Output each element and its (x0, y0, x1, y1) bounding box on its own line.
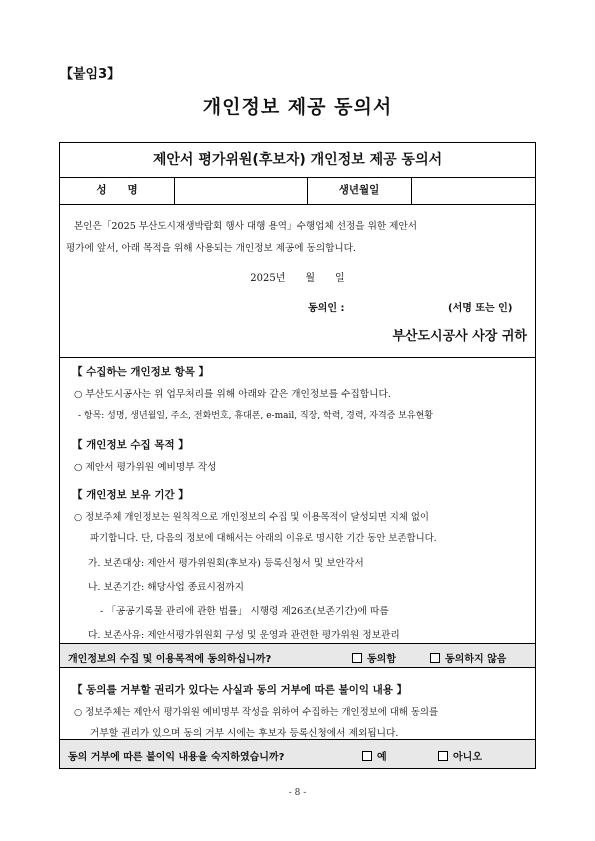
checkbox-icon (362, 751, 372, 761)
retention-line-2: 파기합니다. 단, 다음의 정보에 대해서는 아래의 이유로 명시한 기간 동안 보존합니다. (90, 533, 437, 544)
retention-title: 【 개인정보 보유 기간 】 (72, 489, 189, 501)
collect-line-1: ○ 부산도시공사는 위 업무처리를 위해 아래와 같은 개인정보를 수집합니다. (74, 389, 391, 400)
birth-field[interactable] (411, 177, 537, 204)
name-label: 성 명 (96, 184, 138, 196)
no-checkbox[interactable] (438, 748, 482, 763)
collect-line-2: - 항목: 성명, 생년월일, 주소, 전화번호, 휴대폰, e-mail, 직장, 학력, 경력, 자격증 보유현황 (78, 411, 433, 421)
divider (60, 357, 535, 358)
retention-item-c: 다. 보존사유: 제안서평가위원회 구성 및 운영과 관련한 평가위원 정보관리 (88, 630, 400, 641)
yes-label: 예 (377, 752, 387, 763)
retention-line-1: ○ 정보주체 개인정보는 원칙적으로 개인정보의 수집 및 이용목적이 달성되면 지체 없이 (74, 512, 429, 523)
checkbox-icon (352, 653, 362, 663)
consent-form (59, 142, 536, 769)
no-label: 아니오 (453, 752, 482, 763)
consent-question-2: 동의 거부에 따른 불이익 내용을 숙지하였습니까? (68, 752, 285, 763)
purpose-title: 【 개인정보 수집 목적 】 (72, 439, 189, 451)
birth-label: 생년월일 (338, 184, 380, 196)
collect-title: 【 수집하는 개인정보 항목 】 (72, 366, 210, 378)
divider (60, 204, 535, 205)
agree-checkbox[interactable] (352, 650, 396, 665)
consent-question-1: 개인정보의 수집 및 이용목적에 동의하십니까? (68, 654, 272, 665)
agree-label: 동의함 (367, 654, 396, 665)
retention-item-b-sub: - 「공공기록물 관리에 관한 법률」 시행령 제26조(보존기간)에 따름 (100, 606, 389, 617)
disagree-label: 동의하지 않음 (445, 654, 507, 665)
consent-question-2-bar (60, 739, 535, 768)
form-title: 제안서 평가위원(후보자) 개인정보 제공 동의서 (152, 152, 443, 168)
name-field[interactable] (174, 177, 307, 204)
retention-item-b: 나. 보존기간: 해당사업 종료시점까지 (88, 582, 244, 593)
addressee: 부산도시공사 사장 귀하 (392, 329, 527, 344)
purpose-line-1: ○ 제안서 평가위원 예비명부 작성 (74, 462, 217, 473)
retention-item-a: 가. 보존대상: 제안서 평가위원회(후보자) 등록신청서 및 보안각서 (88, 558, 364, 569)
consent-text-2: 평가에 앞서, 아래 목적을 위해 사용되는 개인정보 제공에 동의합니다. (66, 243, 356, 254)
checkbox-icon (430, 653, 440, 663)
yes-checkbox[interactable] (362, 748, 387, 763)
disagree-checkbox[interactable] (430, 650, 506, 665)
checkbox-icon (438, 751, 448, 761)
consent-text-1: 본인은「2025 부산도시재생박람회 행사 대행 용역」수행업체 선정을 위한 제안서 (74, 221, 417, 232)
document-title: 개인정보 제공 동의서 (202, 96, 393, 118)
refuse-line-2: 거부할 권리가 있으며 동의 거부 시에는 후보자 등록신청에서 제외됩니다. (90, 728, 399, 739)
refuse-line-1: ○ 정보주체는 제안서 평가위원 예비명부 작성을 위하여 수집하는 개인정보에 대해 동의를 (74, 707, 439, 718)
consent-question-1-bar (60, 643, 535, 668)
refuse-title: 【 동의를 거부할 권리가 있다는 사실과 동의 거부에 따른 불이익 내용 】 (72, 684, 408, 696)
date-line: 2025년 월 일 (250, 273, 345, 284)
attachment-label: 【붙임3】 (60, 67, 121, 82)
signature-note[interactable]: (서명 또는 인) (448, 303, 513, 314)
page-number: - 8 - (288, 788, 307, 798)
signer-label: 동의인 : (308, 303, 345, 314)
